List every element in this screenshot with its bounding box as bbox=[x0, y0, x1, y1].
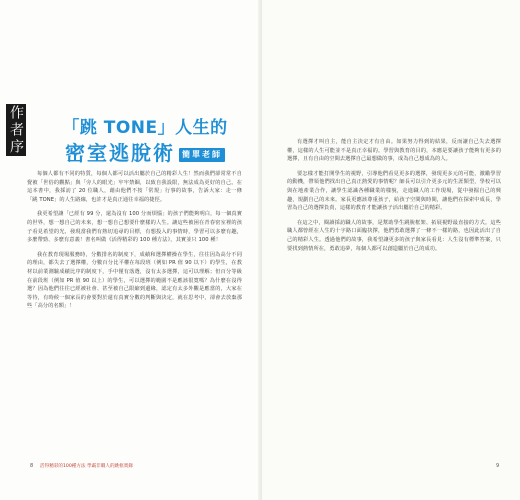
right-paragraph: 有選擇才叫自主，能自主決定才有自由。如果努力得到的結果，反而讓自己失去選擇權，這樣的人生可能並不是真正幸福的。學習與教育的目的，本應是要讓孩子能夠有更多的選擇，且有自由的空間去選擇自己最想做的事，成為自己想成為的人。 bbox=[287, 139, 501, 163]
left-paragraph: 每個人都有不同的特質，每個人都可以活出屬於自己的精彩人生！然而我們卻常常不自覺被「世俗的觀點」與「旁人的眼光」牢牢禁錮，以致自我設限，無法成為更好的自己。在這本書中，我採訪了 20 位職人，藉由他們不按「常規」行事的故事，告訴大家：走一條「跳 TONE」的人生路線，也許才是真正通往幸福的捷徑。 bbox=[27, 171, 242, 203]
right-body-text bbox=[287, 138, 501, 259]
left-page-number: 8 bbox=[30, 463, 34, 469]
right-paragraph: 要怎樣才能打開學生的視野，引導他們看見更多的選擇，發現更多元的可能，激勵學習的動機，帶領他們找出自己真正熱愛的事情呢？師長可以引介更多元的生涯類型，學校可以與在地產業合作，讓學生認識各種職業的樣貌，走進職人的工作現場，從中發掘自己的興趣，規劃自己的未來。家長更應該尊重孩子，給孩子空間與時間，讓他們在探索中成長，學習為自己的選擇負責，這樣的教育才能讓孩子活出屬於自己的精彩。 bbox=[287, 170, 501, 212]
title-line-1: 「跳 TONE」人生的 bbox=[62, 118, 228, 138]
right-paragraph: 在這之中，閱讀採訪職人的故事，是幫助學生跳脫框架、拓展視野最直接的方式。這些職人都曾經在人生的十字路口面臨抉擇，他們勇敢選擇了一條不一樣的路，也因此活出了自己的精彩人生。透過他們的故事，我希望讓更多的孩子與家長看見：人生沒有標準答案，只要找到熱情所在，勇敢追夢，每個人都可以創造屬於自己的成功。 bbox=[287, 219, 501, 252]
title-line-2 bbox=[40, 140, 250, 166]
left-body-text bbox=[27, 170, 242, 317]
running-title: 活得精彩的100種方法 學霸非職人的跳框實錄 bbox=[40, 464, 133, 469]
left-paragraph: 我在教育現場服務時，分數排名的制度下，成績和選擇權操在學生，往往因為高分不同的理由，都失去了選擇權，分數百分比平權在每段班（例如 PR 值 90 以下）的學生，在教材以前業測驗成績比序的制度下，手中僅有落選，沒有太多選擇，這可以理解；但百分等級在前段班（例如 PR 值 90 以上）的學生，可以選擇的範圍不是應該很寬嗎？為什麼在沒得選？因為他們往往已經被社會、甚至被自己限縮到邊緣，認定有太多外觀是應當的，大家在等待，有時候一個家長的會要對於還有真實分數的判斷與決定，就在思考中，卻會去放棄那些「高分的名額」！ bbox=[27, 251, 242, 310]
author-badge: 簡單老師 bbox=[179, 148, 225, 162]
author-preface-tab: 作者序 bbox=[8, 104, 24, 156]
right-page-number: 9 bbox=[496, 463, 500, 469]
title-line-2-text: 密室逃脫術 bbox=[65, 141, 175, 165]
left-paragraph: 我更希望讓「已經有 99 分，還為沒有 100 分而煩惱」的孩子們能夠明白，每一個真實的世界，想一想自己的未來，想一想自己想要什麼樣的人生。讓這些被困在青春密室裡的孩子看見希望的光，發現當我們有熱切追尋的目標，有想投入的事情時，學習可以多麼有趣，多麼帶勁、多麼有意義！書名叫做《活得精彩的 100 種方法》，其實並只 100 種！ bbox=[27, 211, 242, 244]
right-page bbox=[262, 0, 520, 500]
chapter-title-block bbox=[40, 116, 250, 166]
